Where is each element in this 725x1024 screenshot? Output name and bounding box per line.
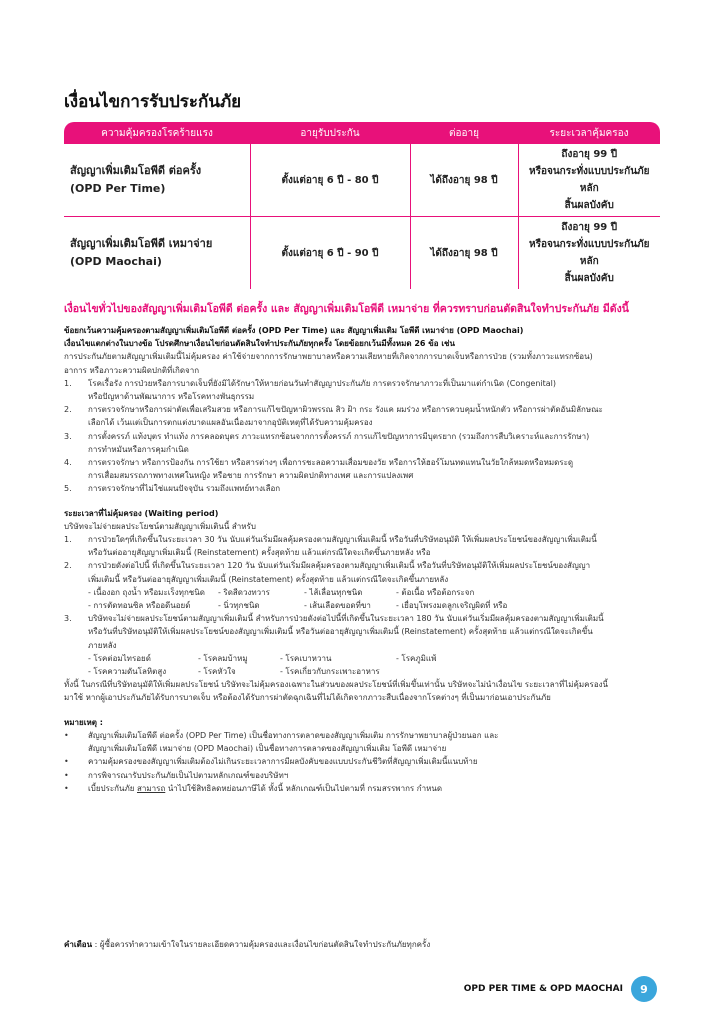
entry-age-cell: ตั้งแต่อายุ 6 ปี - 90 ปี <box>250 217 410 290</box>
note-text: สัญญาเพิ่มเติมโอพีดี เหมาจ่าย (OPD Maochai) เป็นชื่อทางการตลาดของสัญญาเพิ่มเติม โอพีดี เหมาจ่าย <box>88 744 447 754</box>
note-item <box>64 755 664 768</box>
note-text: การพิจารณารับประกันภัยเป็นไปตามหลักเกณฑ์ของบริษัทฯ <box>88 770 289 780</box>
bullet-icon: • <box>64 757 69 767</box>
disease-item: - ริดสีดวงทวาร <box>218 587 270 597</box>
rider-name-cell <box>64 217 250 290</box>
item-text: โรคเรื้อรัง การป่วยหรือการบาดเจ็บที่ยังมิได้รักษาให้หายก่อนวันทำสัญญาประกันภัย การตรวจรักษาภาวะที่เป็นมาแต่กำเนิด (Congenital) <box>88 378 556 388</box>
conditions-table <box>64 122 660 289</box>
exclusions-intro: การประกันภัยตามสัญญาเพิ่มเติมนี้ไม่คุ้มครอง ค่าใช้จ่ายจากการรักษาพยาบาลหรือความเสียหายที่เกิดจากการบาดเจ็บหรือการป่วย (รวมทั้งภาวะแทรกซ้อน) <box>64 352 593 362</box>
item-number: 2. <box>64 561 72 571</box>
disease-item: - โรคภูมิแพ้ <box>396 653 437 663</box>
note-item <box>64 782 664 795</box>
exclusions-intro-bold: เงื่อนไขแตกต่างในบางข้อ โปรดศึกษาเงื่อนไขก่อนตัดสินใจทำประกันภัยทุกครั้ง โดยข้อยกเว้นมีทั้งหมด 26 ข้อ เช่น <box>64 339 455 349</box>
warning-text: : ผู้ซื้อควรทำความเข้าใจในรายละเอียดความคุ้มครองและเงื่อนไขก่อนตัดสินใจทำประกันภัยทุกครั้ง <box>92 940 431 949</box>
coverage-line: หรือจนกระทั่งแบบประกันภัยหลัก <box>528 239 650 267</box>
disease-item: - การตัดทอนซิล หรืออดีนอยด์ <box>88 601 191 611</box>
warning <box>64 938 430 951</box>
terms-body <box>64 324 664 795</box>
disease-list-120-row <box>64 599 664 612</box>
disease-item: - เส้นเลือดขอดที่ขา <box>304 601 371 611</box>
note-item <box>64 769 664 782</box>
bullet-icon: • <box>64 783 69 793</box>
item-number: 5. <box>64 484 72 494</box>
list-item <box>64 456 664 482</box>
rider-name: สัญญาเพิ่มเติมโอพีดี เหมาจ่าย <box>70 237 213 250</box>
list-item <box>64 533 664 559</box>
disease-item: - ต้อเนื้อ หรือต้อกระจก <box>396 587 475 597</box>
list-item <box>64 377 664 403</box>
coverage-line: สิ้นผลบังคับ <box>564 273 614 284</box>
disease-item: - โรคเบาหวาน <box>280 653 332 663</box>
bullet-icon: • <box>64 770 69 780</box>
note-text: นำไปใช้สิทธิลดหย่อนภาษีได้ ทั้งนี้ หลักเกณฑ์เป็นไปตามที่ กรมสรรพากร กำหนด <box>165 783 443 793</box>
disease-item: - เนื้องอก ถุงน้ำ หรือมะเร็งทุกชนิด <box>88 587 205 597</box>
note-text: ความคุ้มครองของสัญญาเพิ่มเติมต้องไม่เกินระยะเวลาการมีผลบังคับของแบบประกันชีวิตที่สัญญาเพิ่มเติมนี้แนบท้าย <box>88 757 478 767</box>
item-number: 1. <box>64 535 72 545</box>
table-header-row <box>64 122 660 144</box>
disease-item: - โรคความดันโลหิตสูง <box>88 667 167 677</box>
column-header-entry-age: อายุรับประกัน <box>250 122 410 144</box>
rider-name-en: (OPD Maochai) <box>70 255 162 268</box>
disease-item: - โรคหัวใจ <box>198 667 236 677</box>
item-text: การทำหมันหรือการคุมกำเนิด <box>88 444 189 454</box>
column-header-renewal: ต่ออายุ <box>410 122 518 144</box>
list-item <box>64 559 664 585</box>
disease-item: - โรคลมบ้าหมู <box>198 653 248 663</box>
renewal-cell: ได้ถึงอายุ 98 ปี <box>410 217 518 290</box>
column-header-coverage: ความคุ้มครองโรคร้ายแรง <box>64 122 250 144</box>
item-text: บริษัทจะไม่จ่ายผลประโยชน์ตามสัญญาเพิ่มเติมนี้ สำหรับการป่วยดังต่อไปนี้ที่เกิดขึ้นในระยะเวลา 180 วัน นับแต่วันเริ่มมีผลคุ้มครองตามสัญญาเพิ่มเติมนี้ <box>88 614 604 624</box>
note-underlined-text: สามารถ <box>137 783 166 793</box>
renewal-cell: ได้ถึงอายุ 98 ปี <box>410 144 518 217</box>
item-text: การตั้งครรภ์ แท้งบุตร ทำแท้ง การคลอดบุตร ภาวะแทรกซ้อนจากการตั้งครรภ์ การแก้ไขปัญหาการมีบุตรยาก (รวมถึงการสืบวิเคราะห์และการรักษา) <box>88 431 590 441</box>
disease-list-180-row <box>64 652 664 665</box>
item-text: เลือกได้ เว้นแต่เป็นการตกแต่งบาดแผลอันเนื่องมาจากอุบัติเหตุที่ได้รับความคุ้มครอง <box>88 418 373 428</box>
item-text: การตรวจรักษาหรือการผ่าตัดเพื่อเสริมสวย หรือการแก้ไขปัญหาผิวพรรณ สิว ฝ้า กระ รังแค ผมร่วง หรือการควบคุมน้ำหนักตัว หรือการผ่าตัดอันมิลักษณะ <box>88 405 603 415</box>
disease-item: - ไส้เลื่อนทุกชนิด <box>304 587 363 597</box>
disease-item: - นิ่วทุกชนิด <box>218 601 260 611</box>
disease-item: - โรคต่อมไทรอยด์ <box>88 653 151 663</box>
item-text: หรือวันต่ออายุสัญญาเพิ่มเติมนี้ (Reinstatement) ครั้งสุดท้าย แล้วแต่กรณีใดจะเกิดขึ้นภายหลัง หรือ <box>88 548 431 558</box>
footer <box>464 976 657 1002</box>
page-number-badge: 9 <box>631 976 657 1002</box>
coverage-period-cell <box>518 144 660 217</box>
rider-name-en: (OPD Per Time) <box>70 182 166 195</box>
item-number: 2. <box>64 405 72 415</box>
list-item <box>64 612 664 652</box>
rider-name: สัญญาเพิ่มเติมโอพีดี ต่อครั้ง <box>70 164 202 177</box>
item-text: การเสื่อมสมรรถภาพทางเพศในหญิง หรือชาย การรักษา ความผิดปกติทางเพศ และการแปลงเพศ <box>88 471 414 481</box>
list-item <box>64 403 664 429</box>
coverage-period-cell <box>518 217 660 290</box>
waiting-period-closing: ทั้งนี้ ในกรณีที่บริษัทอนุมัติให้เพิ่มผลประโยชน์ บริษัทจะไม่คุ้มครองเฉพาะในส่วนของผลประโยชน์ที่เพิ่มขึ้นเท่านั้น บริษัทจะไม่นำเงื่อนไข ระยะเวลาที่ไม่คุ้มครองนี้ <box>64 680 608 690</box>
section-heading: เงื่อนไขทั่วไปของสัญญาเพิ่มเติมโอพีดี ต่อครั้ง และ สัญญาเพิ่มเติมโอพีดี เหมาจ่าย ที่ควรทราบก่อนตัดสินใจทำประกันภัย มีดังนี้ <box>64 303 629 315</box>
item-text: การตรวจรักษาที่ไม่ใช่แผนปัจจุบัน รวมถึงแพทย์ทางเลือก <box>88 484 281 494</box>
item-text: ภายหลัง <box>88 640 117 650</box>
list-item <box>64 482 664 495</box>
item-number: 1. <box>64 378 72 388</box>
page-title: เงื่อนไขการรับประกันภัย <box>64 92 242 112</box>
coverage-line: หรือจนกระทั่งแบบประกันภัยหลัก <box>528 166 650 194</box>
item-number: 3. <box>64 431 72 441</box>
waiting-period-intro: บริษัทจะไม่จ่ายผลประโยชน์ตามสัญญาเพิ่มเตินนี้ สำหรับ <box>64 521 256 531</box>
entry-age-cell: ตั้งแต่อายุ 6 ปี - 80 ปี <box>250 144 410 217</box>
item-text: การป่วยดังต่อไปนี้ ที่เกิดขึ้นในระยะเวลา 120 วัน นับแต่วันเริ่มมีผลคุ้มครองตามสัญญาเพิ่มเติมนี้ หรือวันที่บริษัทอนุมัติให้เพิ่มผลประโยชน์ของสัญญา <box>88 561 591 571</box>
waiting-period-title: ระยะเวลาที่ไม่คุ้มครอง (Waiting period) <box>64 508 219 518</box>
disease-item: - โรคเกี่ยวกับกระเพาะอาหาร <box>280 667 380 677</box>
coverage-line: สิ้นผลบังคับ <box>564 200 614 211</box>
item-text: การตรวจรักษา หรือการป้องกัน การใช้ยา หรือสารต่างๆ เพื่อการชะลอความเสื่อมของวัย หรือการให้ฮอร์โมนทดแทนในวัยใกล้หมดหรือหมดระดู <box>88 458 574 468</box>
item-text: หรือวันที่บริษัทอนุมัติให้เพิ่มผลประโยชน์ของสัญญาเพิ่มเติมนี้ หรือวันต่ออายุสัญญาเพิ่มเติมนี้ (Reinstatement) ครั้งสุดท้าย แล้วแต่กรณีใดจะเกิดขึ้น <box>88 627 593 637</box>
bullet-icon: • <box>64 730 69 740</box>
item-text: เพิ่มเติมนี้ หรือวันต่ออายุสัญญาเพิ่มเติมนี้ (Reinstatement) ครั้งสุดท้าย แล้วแต่กรณีใดจะเกิดขึ้นภายหลัง <box>88 574 449 584</box>
warning-label: คำเตือน <box>64 940 93 949</box>
disease-list-180-row <box>64 665 664 678</box>
disease-list-120-row <box>64 586 664 599</box>
waiting-period-closing: มาใช้ หากผู้เอาประกันภัยได้รับการบาดเจ็บ หรือต้องได้รับการผ่าตัดฉุกเฉินที่ไม่ได้เกิดจากภาวะสืบเนื่องจากโรคต่างๆ ที่เป็นมาก่อนเอาประกันภัย <box>64 693 551 703</box>
notes-title: หมายเหตุ : <box>64 717 103 727</box>
disease-item: - เยื่อบุโพรงมดลูกเจริญผิดที่ หรือ <box>396 601 508 611</box>
exclusions-intro: อาการ หรือภาวะความผิดปกติที่เกิดจาก <box>64 365 200 375</box>
table-row <box>64 144 660 217</box>
item-number: 4. <box>64 458 72 468</box>
item-text: การป่วยใดๆที่เกิดขึ้นในระยะเวลา 30 วัน นับแต่วันเริ่มมีผลคุ้มครองตามสัญญาเพิ่มเติมนี้ หรือวันที่บริษัทอนุมัติ ให้เพิ่มผลประโยชน์ของสัญญาเพิ่มเติมนี้ <box>88 535 597 545</box>
note-item <box>64 729 664 755</box>
table-row <box>64 217 660 290</box>
note-text: สัญญาเพิ่มเติมโอพีดี ต่อครั้ง (OPD Per Time) เป็นชื่อทางการตลาดของสัญญาเพิ่มเติม การรักษาพยาบาลผู้ป่วยนอก และ <box>88 730 499 740</box>
coverage-line: ถึงอายุ 99 ปี <box>561 149 618 160</box>
footer-title: OPD PER TIME & OPD MAOCHAI <box>463 984 623 994</box>
list-item <box>64 430 664 456</box>
column-header-coverage-period: ระยะเวลาคุ้มครอง <box>518 122 660 144</box>
coverage-line: ถึงอายุ 99 ปี <box>561 222 618 233</box>
item-number: 3. <box>64 614 72 624</box>
exclusions-intro-bold: ข้อยกเว้นความคุ้มครองตามสัญญาเพิ่มเติมโอพีดี ต่อครั้ง (OPD Per Time) และ สัญญาเพิ่มเติม โอพีดี เหมาจ่าย (OPD Maochai) <box>64 326 524 335</box>
rider-name-cell <box>64 144 250 217</box>
item-text: หรือปัญหาด้านพัฒนาการ หรือโรคทางพันธุกรรม <box>88 392 255 402</box>
note-text: เบี้ยประกันภัย <box>88 783 137 793</box>
